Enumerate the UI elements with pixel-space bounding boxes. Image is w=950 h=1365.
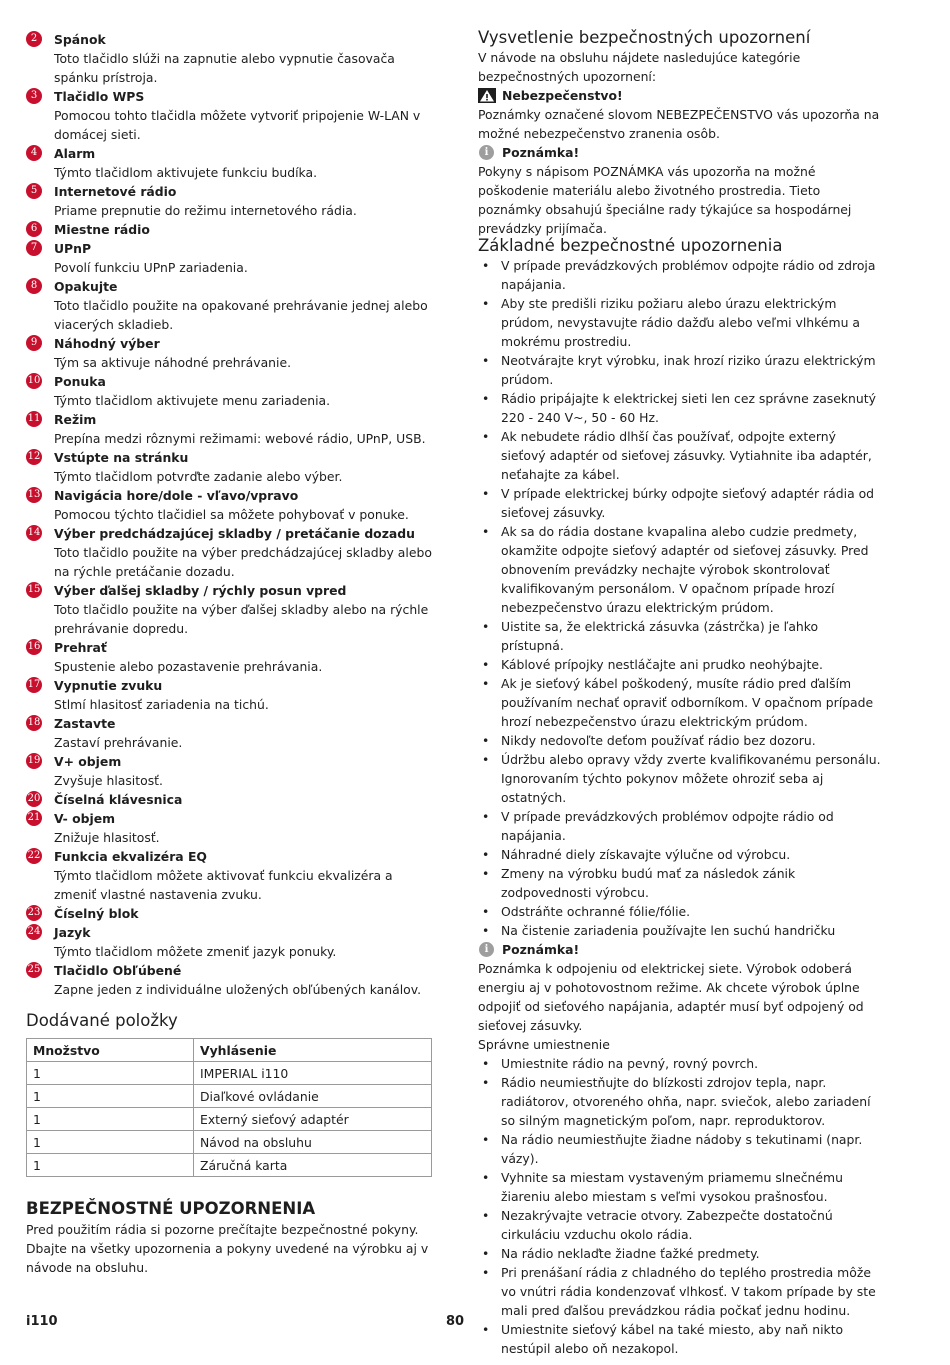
number-badge: 19 (26, 753, 42, 769)
control-title: Tlačidlo WPS (54, 89, 145, 104)
control-description: Spustenie alebo pozastavenie prehrávania. (54, 659, 323, 674)
control-item (26, 87, 436, 144)
number-badge: 24 (26, 924, 42, 940)
description-cell: Diaľkové ovládanie (194, 1085, 432, 1108)
control-title: V+ objem (54, 754, 122, 769)
list-item: • Uistite sa, že elektrická zásuvka (zástrčka) je ľahko prístupná. (478, 617, 884, 655)
info-icon: i (479, 145, 494, 160)
control-item (26, 847, 436, 904)
info-icon: i (479, 942, 494, 957)
number-badge: 25 (26, 962, 42, 978)
control-title: Číselná klávesnica (54, 792, 183, 807)
control-description: Povolí funkciu UPnP zariadenia. (54, 260, 248, 275)
control-list (26, 30, 436, 999)
number-badge: 2 (26, 31, 42, 47)
explain-section (478, 28, 884, 238)
description-cell: IMPERIAL i110 (194, 1062, 432, 1085)
list-item: • Nezakrývajte vetracie otvory. Zabezpečte dostatočnú cirkuláciu vzduchu okolo rádia. (478, 1206, 884, 1244)
control-title: Náhodný výber (54, 336, 160, 351)
control-title: Prehrať (54, 640, 107, 655)
control-title: Zastavte (54, 716, 116, 731)
control-description: Toto tlačidlo použite na výber ďalšej skladby alebo na rýchle prehrávanie dopredu. (54, 602, 429, 636)
delivery-title: Dodávané položky (26, 1011, 178, 1030)
control-item (26, 239, 436, 277)
list-item: • Aby ste predišli riziku požiaru alebo úrazu elektrickým prúdom, nevystavujte rádio dažďu alebo veľmi vlhkému a mokrému prostrediu. (478, 294, 884, 351)
list-item: • Umiestnite rádio na pevný, rovný povrch. (478, 1054, 884, 1073)
control-description: Znižuje hlasitosť. (54, 830, 160, 845)
control-title: Vstúpte na stránku (54, 450, 189, 465)
control-title: Výber predchádzajúcej skladby / pretáčanie dozadu (54, 526, 415, 541)
danger-label-row (478, 86, 884, 105)
number-badge: 14 (26, 525, 42, 541)
control-item (26, 714, 436, 752)
quantity-cell: 1 (27, 1108, 194, 1131)
list-item: • Rádio pripájajte k elektrickej sieti len cez správne zaseknutý 220 - 240 V~, 50 - 60 Hz. (478, 389, 884, 427)
control-title: Výber ďalšej skladby / rýchly posun vpred (54, 583, 347, 598)
basic-note-label-row (478, 940, 884, 959)
number-badge: 21 (26, 810, 42, 826)
number-badge: 8 (26, 278, 42, 294)
number-badge: 4 (26, 145, 42, 161)
control-title: UPnP (54, 241, 92, 256)
list-item: • Umiestnite sieťový kábel na také miesto, aby naň nikto nestúpil alebo oň nezakopol. (478, 1320, 884, 1358)
number-badge: 12 (26, 449, 42, 465)
description-cell: Návod na obsluhu (194, 1131, 432, 1154)
placement-list (478, 1054, 884, 1358)
control-item (26, 334, 436, 372)
number-badge: 7 (26, 240, 42, 256)
number-badge: 6 (26, 221, 42, 237)
control-description: Prepína medzi rôznymi režimami: webové rádio, UPnP, USB. (54, 431, 426, 446)
basic-title: Základné bezpečnostné upozornenia (478, 236, 783, 255)
control-item (26, 448, 436, 486)
table-row (27, 1131, 432, 1154)
control-title: V- objem (54, 811, 116, 826)
control-item (26, 752, 436, 790)
quantity-cell: 1 (27, 1085, 194, 1108)
description-cell: Externý sieťový adaptér (194, 1108, 432, 1131)
control-description: Týmto tlačidlom môžete zmeniť jazyk ponuky. (54, 944, 337, 959)
basic-note-text: Poznámka k odpojeniu od elektrickej siete. Výrobok odoberá energiu aj v pohotovostnom režime. Ak chcete výrobok úplne odpojiť od sieťového napájania, adaptér musí byť odpojený od sieťovej zásuvky. (478, 961, 864, 1033)
number-badge: 3 (26, 88, 42, 104)
list-item: • Neotvárajte kryt výrobku, inak hrozí riziko úrazu elektrickým prúdom. (478, 351, 884, 389)
list-item: • Na rádio neumiestňujte žiadne nádoby s tekutinami (napr. vázy). (478, 1130, 884, 1168)
control-item (26, 961, 436, 999)
quantity-cell: 1 (27, 1154, 194, 1177)
control-description: Priame prepnutie do režimu internetového rádia. (54, 203, 357, 218)
control-item (26, 923, 436, 961)
control-title: Spánok (54, 32, 106, 47)
control-item (26, 182, 436, 220)
list-item: • V prípade elektrickej búrky odpojte sieťový adaptér rádia od sieťovej zásuvky. (478, 484, 884, 522)
basic-section (478, 236, 884, 1358)
header-quantity: Množstvo (27, 1039, 194, 1062)
number-badge: 18 (26, 715, 42, 731)
control-title: Internetové rádio (54, 184, 177, 199)
table-row (27, 1108, 432, 1131)
control-title: Miestne rádio (54, 222, 150, 237)
control-description: Týmto tlačidlom aktivujete menu zariadenia. (54, 393, 331, 408)
list-item: • V prípade prevádzkových problémov odpojte rádio od napájania. (478, 807, 884, 845)
list-item: • Káblové prípojky nestláčajte ani prudko neohýbajte. (478, 655, 884, 674)
control-item (26, 581, 436, 638)
control-description: Zastaví prehrávanie. (54, 735, 183, 750)
list-item: • Pri prenášaní rádia z chladného do teplého prostredia môže vo vnútri rádia kondenzovať vlhkosť. V takom prípade by ste mali pred ďalšou prevádzkou rádia počkať jednu hodinu. (478, 1263, 884, 1320)
list-item: • Na čistenie zariadenia používajte len suchú handričku (478, 921, 884, 940)
control-item (26, 410, 436, 448)
control-item (26, 372, 436, 410)
list-item: • Vyhnite sa miestam vystaveným priamemu slnečnému žiareniu alebo miestam s veľmi vysokou prašnosťou. (478, 1168, 884, 1206)
control-item (26, 676, 436, 714)
number-badge: 10 (26, 373, 42, 389)
quantity-cell: 1 (27, 1131, 194, 1154)
list-item: • V prípade prevádzkových problémov odpojte rádio od zdroja napájania. (478, 256, 884, 294)
number-badge: 9 (26, 335, 42, 351)
danger-label: Nebezpečenstvo! (502, 88, 623, 103)
control-title: Tlačidlo Obľúbené (54, 963, 182, 978)
control-description: Týmto tlačidlom potvrďte zadanie alebo výber. (54, 469, 343, 484)
number-badge: 22 (26, 848, 42, 864)
danger-text: Poznámky označené slovom NEBEZPEČENSTVO vás upozorňa na možné nebezpečenstvo zranenia osôb. (478, 107, 880, 141)
control-title: Funkcia ekvalizéra EQ (54, 849, 207, 864)
number-badge: 15 (26, 582, 42, 598)
footer-model: i110 (26, 1314, 58, 1329)
delivery-section (26, 1011, 436, 1177)
control-title: Navigácia hore/dole - vľavo/vpravo (54, 488, 299, 503)
basic-list (478, 256, 884, 940)
control-title: Jazyk (54, 925, 91, 940)
control-description: Pomocou tohto tlačidla môžete vytvoriť pripojenie W-LAN v domácej sieti. (54, 108, 421, 142)
note-text: Pokyny s nápisom POZNÁMKA vás upozorňa na možné poškodenie materiálu alebo životného prostredia. Tieto poznámky obsahujú špeciálne rady týkajúce sa hospodárnej prevádzky prijímača. (478, 164, 852, 236)
control-item (26, 790, 436, 809)
control-item (26, 486, 436, 524)
control-description: Týmto tlačidlom aktivujete funkciu budíka. (54, 165, 318, 180)
placement-title: Správne umiestnenie (478, 1037, 610, 1052)
table-row (27, 1085, 432, 1108)
control-item (26, 809, 436, 847)
control-title: Ponuka (54, 374, 106, 389)
control-title: Opakujte (54, 279, 118, 294)
list-item: • Náhradné diely získavajte výlučne od výrobcu. (478, 845, 884, 864)
list-item: • Údržbu alebo opravy vždy zverte kvalifikovanému personálu. Ignorovaním týchto pokynov môžete ohroziť seba aj ostatných. (478, 750, 884, 807)
control-title: Režim (54, 412, 97, 427)
number-badge: 16 (26, 639, 42, 655)
number-badge: 23 (26, 905, 42, 921)
list-item: • Zmeny na výrobku budú mať za následok zánik zodpovednosti výrobcu. (478, 864, 884, 902)
list-item: • Ak sa do rádia dostane kvapalina alebo cudzie predmety, okamžite odpojte sieťový adaptér od sieťovej zásuvky. Pred obnovením prevádzky nechajte výrobok skontrolovať kvalifikovaným personálom. V opačnom prípade hrozí nebezpečenstvo úrazu elektrickým prúdom. (478, 522, 884, 617)
number-badge: 17 (26, 677, 42, 693)
quantity-cell: 1 (27, 1062, 194, 1085)
table-header-row (27, 1039, 432, 1062)
control-title: Alarm (54, 146, 96, 161)
number-badge: 11 (26, 411, 42, 427)
control-description: Pomocou týchto tlačidiel sa môžete pohybovať v ponuke. (54, 507, 409, 522)
warning-icon (478, 88, 496, 103)
control-item (26, 638, 436, 676)
number-badge: 13 (26, 487, 42, 503)
control-description: Toto tlačidlo slúži na zapnutie alebo vypnutie časovača spánku prístroja. (54, 51, 395, 85)
control-item (26, 144, 436, 182)
table-row (27, 1062, 432, 1085)
list-item: • Ak je sieťový kábel poškodený, musíte rádio pred ďalším používaním nechať opraviť odborníkom. V opačnom prípade hrozí nebezpečenstvo úrazu elektrickým prúdom. (478, 674, 884, 731)
control-item (26, 30, 436, 87)
table-row (27, 1154, 432, 1177)
footer-page-number: 80 (446, 1314, 465, 1329)
safety-title: BEZPEČNOSTNÉ UPOZORNENIA (26, 1199, 316, 1218)
control-description: Toto tlačidlo použite na opakované prehrávanie jednej alebo viacerých skladieb. (54, 298, 428, 332)
safety-section (26, 1199, 436, 1277)
control-description: Týmto tlačidlom môžete aktivovať funkciu ekvalizéra a zmeniť vlastné nastavenia zvuku. (54, 868, 393, 902)
control-description: Tým sa aktivuje náhodné prehrávanie. (54, 355, 292, 370)
control-title: Vypnutie zvuku (54, 678, 163, 693)
number-badge: 5 (26, 183, 42, 199)
safety-text: Pred použitím rádia si pozorne prečítajte bezpečnostné pokyny. Dbajte na všetky upozornenia a pokyny uvedené na výrobku aj v návode na obsluhu. (26, 1222, 429, 1275)
control-description: Stlmí hlasitosť zariadenia na tichú. (54, 697, 269, 712)
control-item (26, 277, 436, 334)
list-item: • Ak nebudete rádio dlhší čas používať, odpojte externý sieťový adaptér od sieťovej zásuvky. Vytiahnite iba adaptér, neťahajte za kábel. (478, 427, 884, 484)
control-description: Zvyšuje hlasitosť. (54, 773, 163, 788)
list-item: • Nikdy nedovoľte deťom používať rádio bez dozoru. (478, 731, 884, 750)
list-item: • Na rádio neklaďte žiadne ťažké predmety. (478, 1244, 884, 1263)
control-description: Toto tlačidlo použite na výber predchádzajúcej skladby alebo na rýchle pretáčanie dozadu. (54, 545, 432, 579)
explain-title: Vysvetlenie bezpečnostných upozornení (478, 28, 811, 47)
explain-intro: V návode na obsluhu nájdete nasledujúce kategórie bezpečnostných upozornení: (478, 50, 801, 84)
control-description: Zapne jeden z individuálne uložených obľúbených kanálov. (54, 982, 422, 997)
basic-note-label: Poznámka! (502, 942, 580, 957)
list-item: • Rádio neumiestňujte do blízkosti zdrojov tepla, napr. radiátorov, otvoreného ohňa, napr. sviečok, alebo zariadení so silným magnetickým poľom, napr. reproduktorov. (478, 1073, 884, 1130)
note-label-row (478, 143, 884, 162)
list-item: • Odstráňte ochranné fólie/fólie. (478, 902, 884, 921)
header-description: Vyhlásenie (194, 1039, 432, 1062)
control-item (26, 524, 436, 581)
number-badge: 20 (26, 791, 42, 807)
description-cell: Záručná karta (194, 1154, 432, 1177)
control-item (26, 904, 436, 923)
delivery-table (26, 1038, 432, 1177)
control-item (26, 220, 436, 239)
control-title: Číselný blok (54, 906, 139, 921)
note-label: Poznámka! (502, 145, 580, 160)
